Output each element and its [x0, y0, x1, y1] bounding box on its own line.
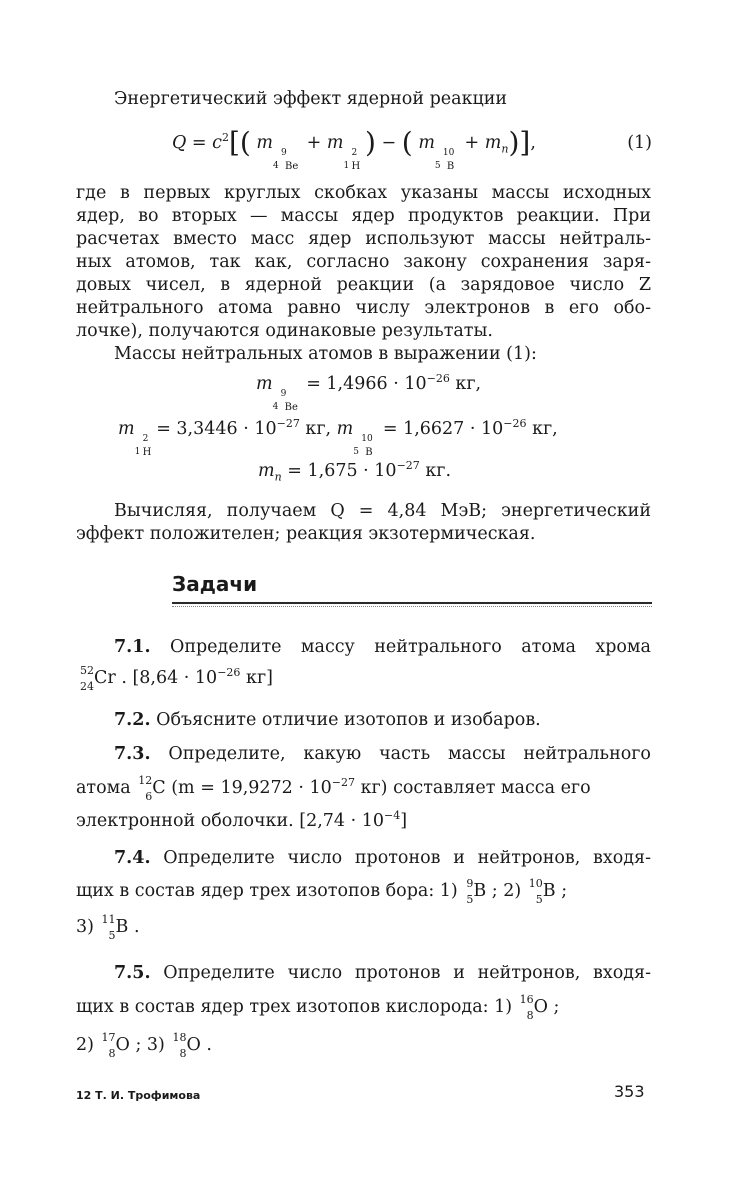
result-line: эффект положителен; реакция экзотермическая. [76, 524, 536, 544]
heading-rule [172, 602, 652, 604]
mass-be: m 9 4 Be = $1,4966 \cdot 10^{-26}$ кг, [256, 372, 482, 413]
problem-7-2: 7.2. Объясните отличие изотопов и изобаров. [114, 710, 541, 730]
page-number: 353 [614, 1082, 645, 1101]
problem-7-4-line2: щих в состав ядер трех изотопов бора: 1) 9 5 B ; 2) 10 5 B ; [76, 877, 568, 906]
problem-7-5-line3: 2) 17 8 O ; 3) 18 8 O . [76, 1031, 212, 1060]
masses-intro: Массы нейтральных атомов в выражении (1): [114, 344, 537, 364]
problem-7-5-line2: щих в состав ядер трех изотопов кислорода: 1) 16 8 O ; [76, 993, 560, 1022]
mass-h-b: m 2 1 H = $3,3446 \cdot 10^{-27}$ кг, m 10 5 B = $1,6627 \cdot 10^{-26}$ кг, [118, 417, 558, 458]
problem-7-5: 7.5. Определите число протонов и нейтронов, входя- [114, 963, 651, 983]
intro-line: Энергетический эффект ядерной реакции [114, 89, 508, 109]
paragraph-line: довых чисел, в ядерной реакции (а зарядовое число Z [76, 275, 651, 295]
problem-7-3-line2: атома 12 6 C ($m = 19,9272 \cdot 10^{-27}$ кг) составляет масса его [76, 774, 591, 803]
problem-7-1: 7.1. Определите массу нейтрального атома хрома [114, 637, 651, 657]
heading-rule-dotted [172, 606, 652, 607]
equation-1: $Q = c^2$[( m 9 4 Be + m 2 1 H ) − ( m 10 5 B + $m_n$)], (1) [172, 126, 652, 172]
paragraph-line: лочке), получаются одинаковые результаты. [76, 321, 493, 341]
problem-7-3-line3: электронной оболочки. $[2,74 \cdot 10^{-4}]$ [76, 809, 408, 831]
section-heading: Задачи [172, 572, 258, 596]
paragraph-line: расчетах вместо масс ядер используют массы нейтраль- [76, 229, 651, 249]
problem-7-3: 7.3. Определите, какую часть массы нейтрального [114, 744, 651, 764]
equation-number: (1) [627, 133, 652, 153]
problem-7-1-line2: 52 24 Cr . [$8,64 \cdot 10^{-26}$ кг] [80, 664, 273, 693]
paragraph-line: ных атомов, так как, согласно закону сохранения заря- [76, 252, 651, 272]
problem-7-4: 7.4. Определите число протонов и нейтронов, входя- [114, 848, 651, 868]
mass-n: $m_n = 1,675 \cdot 10^{-27}$ кг. [258, 459, 452, 484]
problem-7-4-line3: 3) 11 5 B . [76, 913, 140, 942]
paragraph-line: нейтрального атома равно числу электронов в его обо- [76, 298, 651, 318]
paragraph-line: ядер, во вторых — массы ядер продуктов реакции. При [76, 206, 651, 226]
result-line: Вычисляя, получаем Q = 4,84 МэВ; энергетический [114, 501, 651, 521]
paragraph-line: где в первых круглых скобках указаны массы исходных [76, 183, 651, 203]
footer-signature: 12 Т. И. Трофимова [76, 1089, 201, 1102]
